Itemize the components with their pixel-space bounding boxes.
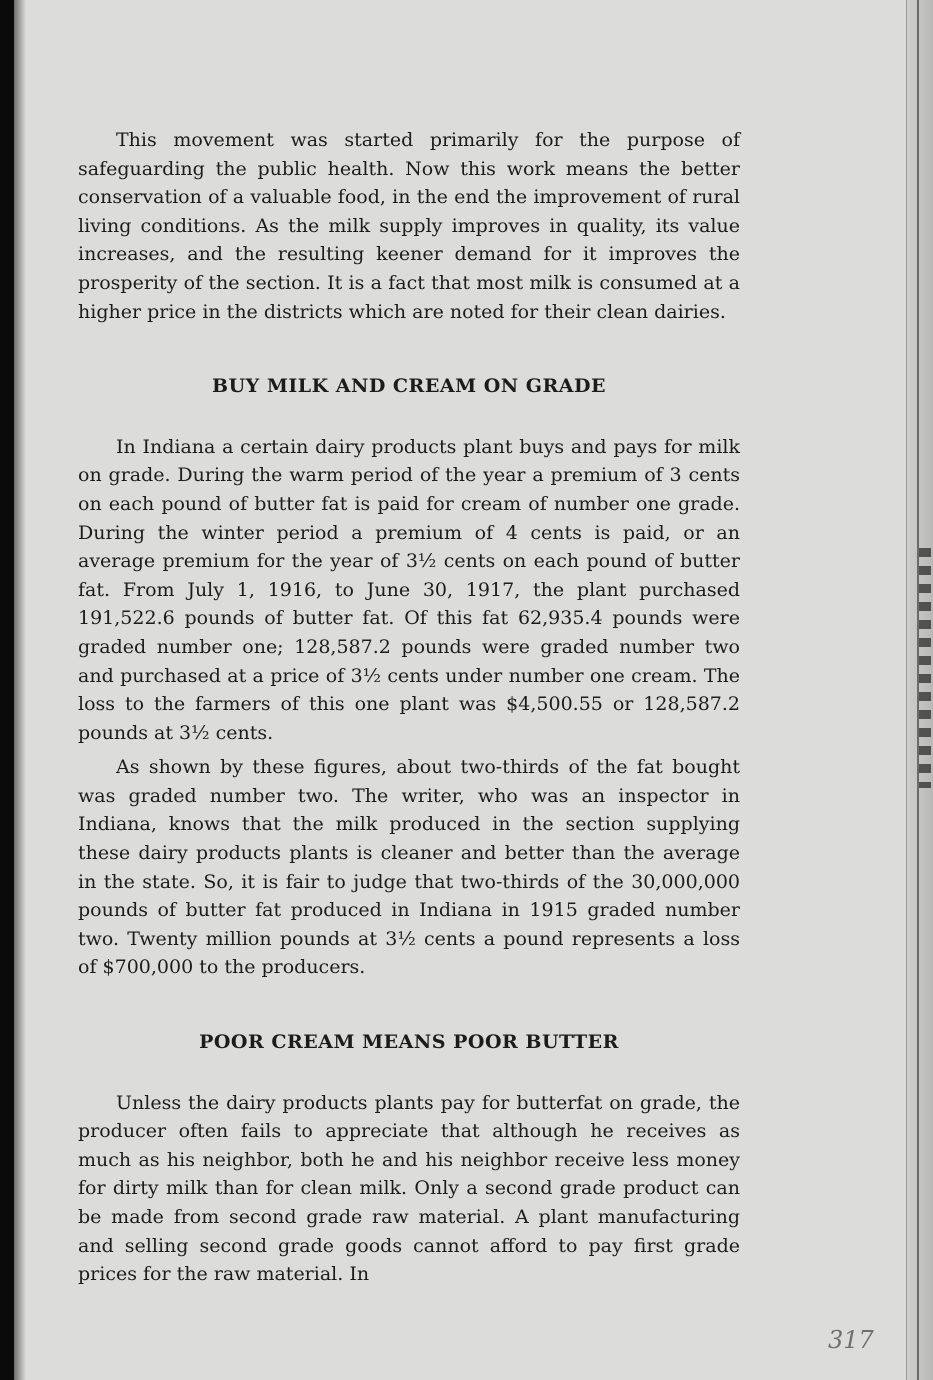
paragraph-3: As shown by these figures, about two-thirds of the fat bought was graded number two. The writer, who was an inspector in Indiana, knows that the milk produced in the section supplying these dairy products plants is cleaner and better than the average in the state. So, it is fair to judge that two-thirds of the 30,000,000 pounds of butter fat produced in Indiana in 1915 graded number two. Twenty million pounds at 3½ cents a pound represents a loss of $700,000 to the producers. — [78, 756, 740, 979]
section-heading-buy-milk: BUY MILK AND CREAM ON GRADE — [212, 375, 606, 398]
section-heading-poor-cream: POOR CREAM MEANS POOR BUTTER — [199, 1031, 619, 1054]
paragraph-2: In Indiana a certain dairy products plant buys and pays for milk on grade. During the warm period of the year a premium of 3 cents on each pound of butter fat is paid for cream of number one grade. During the winter period a premium of 4 cents is paid, or an average premium for the year of 3½ cents on each pound of butter fat. From July 1, 1916, to June 30, 1917, the plant purchased 191,522.6 pounds of butter fat. Of this fat 62,935.4 pounds were graded number one; 128,587.2 pounds were graded number two and purchased at a price of 3½ cents under number one cream. The loss to the farmers of this one plant was $4,500.55 or 128,587.2 pounds at 3½ cents. — [78, 435, 740, 744]
handwritten-page-number: 317 — [828, 1326, 874, 1354]
body-text — [78, 126, 740, 1289]
binding-fade — [14, 0, 26, 1380]
binding-shadow — [0, 0, 14, 1380]
page-edge-marks — [919, 548, 931, 788]
paragraph-1: This movement was started primarily for the purpose of safeguarding the public health. Now this work means the better conservation of a valuable food, in the end the improvement of rural living conditions. As the milk supply improves in quality, its value increases, and the resulting keener demand for it improves the prosperity of the section. It is a fact that most milk is consumed at a higher price in the districts which are noted for their clean dairies. — [78, 129, 740, 323]
paragraph-4: Unless the dairy products plants pay for butterfat on grade, the producer often fails to appreciate that although he receives as much as his neighbor, both he and his neighbor receive less money for dirty milk than for clean milk. Only a second grade product can be made from second grade raw material. A plant manufacturing and selling second grade goods cannot afford to pay first grade prices for the raw material. In — [78, 1091, 740, 1286]
